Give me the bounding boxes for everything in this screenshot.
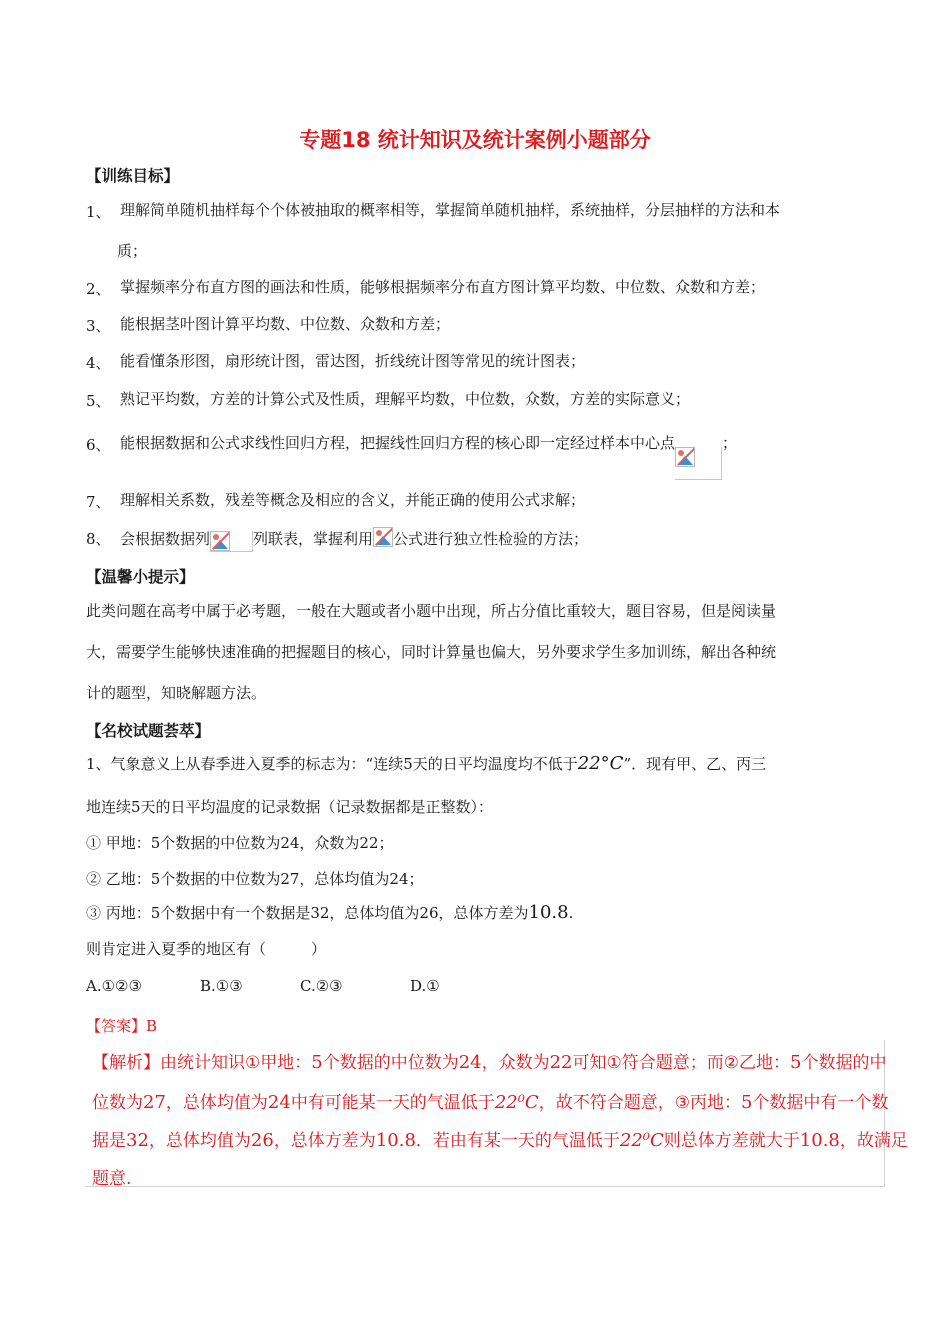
- option-b: B.①③: [200, 977, 243, 995]
- option-c: C.②③: [300, 977, 343, 995]
- math-temperature: 22⁰C: [494, 1092, 539, 1113]
- analysis-part: 【解析】由统计知识①甲地：: [92, 1053, 312, 1073]
- question-text: 地连续5天的日平均温度的记录数据（记录数据都是正整数）：: [86, 798, 494, 816]
- condition-item: ② 乙地：5个数据的中位数为27，总体均值为24；: [86, 870, 424, 888]
- answer-label: 【答案】B: [86, 1017, 158, 1035]
- analysis-part: 个数据的中: [801, 1053, 887, 1073]
- analysis-part: ，故满足: [839, 1131, 908, 1151]
- math-number: 22: [549, 1052, 573, 1073]
- analysis-part: 中有可能某一天的气温低于: [290, 1093, 495, 1113]
- formula-image-frame: [210, 531, 253, 552]
- goal-text-part: 能根据数据和公式求线性回归方程，把握线性回归方程的核心即一定经过样本中心点: [120, 434, 676, 452]
- section-heading-goals: 【训练目标】: [86, 166, 180, 185]
- goal-text: [120, 433, 737, 480]
- page-title: 专题18 统计知识及统计案例小题部分: [299, 128, 651, 152]
- math-number: 5: [740, 1092, 753, 1113]
- goal-number: 8、: [86, 530, 111, 548]
- option-a: A.①②③: [86, 977, 142, 995]
- goal-text-part: 列联表，掌握利用: [253, 530, 374, 548]
- math-number: 5: [311, 1052, 323, 1073]
- question-stem: 则肯定进入夏季的地区有（ ）: [86, 940, 327, 958]
- math-number: 32: [126, 1130, 149, 1151]
- math-number: 5: [790, 1052, 802, 1073]
- analysis-part: ．若由有某一天的气温低于: [415, 1131, 620, 1151]
- analysis-part: 位数为: [92, 1093, 143, 1113]
- goal-text: 掌握频率分布直方图的画法和性质，能够根据频率分布直方图计算平均数、中位数、众数和方差；: [120, 278, 766, 296]
- condition-item: ① 甲地：5个数据的中位数为24，众数为22；: [86, 834, 394, 852]
- analysis-line: [92, 1126, 908, 1151]
- analysis-part: ，总体均值为: [148, 1131, 251, 1151]
- broken-image-icon: [675, 447, 695, 467]
- analysis-part: 个数据中有一个数: [752, 1093, 889, 1113]
- math-number: 24: [267, 1092, 291, 1113]
- goal-text: 理解简单随机抽样每个个体被抽取的概率相等，掌握简单随机抽样，系统抽样，分层抽样的方法和本: [120, 201, 781, 219]
- analysis-part: ，故不符合题意，③丙地：: [538, 1093, 741, 1113]
- tip-paragraph-line: 大，需要学生能够快速准确的把握题目的核心，同时计算量也偏大，另外要求学生多加训练，解出各种统: [86, 643, 777, 661]
- goal-number: 3、: [86, 317, 111, 335]
- formula-image-frame: [675, 447, 722, 480]
- analysis-part: 个数据的中位数为: [322, 1053, 459, 1073]
- tip-paragraph-line: 计的题型，知晓解题方法。: [86, 684, 267, 702]
- analysis-line: [92, 1088, 888, 1113]
- goal-number: 2、: [86, 280, 111, 298]
- goal-text-continued: 质；: [117, 242, 148, 260]
- analysis-line: 题意.: [92, 1169, 132, 1189]
- tip-paragraph-line: 此类问题在高考中属于必考题，一般在大题或者小题中出现，所占分值比重较大，题目容易，但是阅读量: [86, 602, 777, 620]
- question-text-part: ”．现有甲、乙、丙三: [623, 755, 767, 773]
- math-temperature: 22⁰C: [619, 1130, 664, 1151]
- goal-text: 能根据茎叶图计算平均数、中位数、众数和方差；: [120, 315, 451, 333]
- goal-number: 5、: [86, 392, 111, 410]
- math-number: 27: [143, 1092, 166, 1113]
- goal-number: 7、: [86, 493, 111, 511]
- goal-number: 4、: [86, 354, 111, 372]
- condition-item: [86, 903, 573, 923]
- analysis-part: 据是: [92, 1131, 126, 1151]
- broken-image-icon: [210, 531, 230, 551]
- goal-text: [120, 527, 588, 552]
- goal-text-part: 公式进行独立性检验的方法；: [393, 530, 589, 548]
- condition-text-part: ③ 丙地：5个数据中有一个数据是32，总体均值为26，总体方差为: [86, 904, 529, 922]
- math-number: 10.8: [375, 1130, 416, 1151]
- goal-text: 能看懂条形图，扇形统计图，雷达图，折线统计图等常见的统计图表；: [120, 352, 586, 370]
- analysis-line: [92, 1048, 886, 1073]
- math-number: 24: [458, 1052, 482, 1073]
- section-heading-questions: 【名校试题荟萃】: [86, 721, 211, 740]
- broken-image-icon: [373, 527, 393, 547]
- goal-text: 理解相关系数，残差等概念及相应的含义，并能正确的使用公式求解；: [120, 491, 586, 509]
- question-text-part: 1、气象意义上从春季进入夏季的标志为：“连续5天的日平均温度均不低于: [86, 755, 578, 773]
- goal-number: 1、: [86, 203, 111, 221]
- analysis-part: ，众数为: [481, 1053, 550, 1073]
- condition-text-part: .: [568, 904, 574, 922]
- math-number: 26: [250, 1130, 274, 1151]
- option-d: D.①: [410, 977, 440, 995]
- question-text: [86, 754, 766, 774]
- analysis-part: ，总体方差为: [273, 1131, 376, 1151]
- math-number: 10.8: [799, 1130, 840, 1151]
- goal-text-tail: ；: [722, 434, 738, 452]
- goal-text-part: 会根据数据列: [120, 530, 211, 548]
- analysis-part: ，总体均值为: [165, 1093, 268, 1113]
- analysis-part: 则总体方差就大于: [663, 1131, 800, 1151]
- goal-number: 6、: [86, 436, 111, 454]
- math-variance: 10.8: [528, 902, 569, 923]
- goal-text: 熟记平均数，方差的计算公式及性质，理解平均数，中位数，众数，方差的实际意义；: [120, 390, 691, 408]
- analysis-part: 可知①符合题意；而②乙地：: [572, 1053, 790, 1073]
- section-heading-tips: 【温馨小提示】: [86, 567, 195, 586]
- math-temperature: 22°C: [577, 753, 624, 774]
